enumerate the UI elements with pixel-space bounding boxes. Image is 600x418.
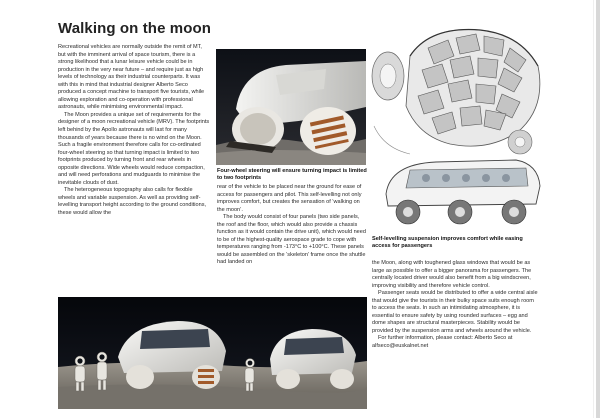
paragraph: rear of the vehicle to be placed near the ground for ease of access for passengers and pilot. This self-levelling not only improves comfort, but creates the sensation of ‘walking on the moon’. — [217, 184, 362, 213]
page-edge-line — [593, 0, 594, 418]
paragraph: For further information, please contact: Alberto Seco at alfseco@euskalnet.net — [372, 335, 513, 350]
wheel-sketch-drawing — [370, 26, 546, 156]
lunar-vehicles-photo — [58, 297, 367, 409]
text-column-2 — [217, 184, 367, 267]
paragraph: The Moon provides a unique set of requirements for the designer of a moon recreational vehicle (MRV). The footprints left behind by the Apollo astronauts will last for many thousands of years because there is no wind on the Moon. Such a fragile environment therefore calls for co-ordinated four-wheel steering so that turning impact is limited to two footprints produced by turning front and rear wheels in opposite directions. Wide wheels would reduce compaction, and will need perforations and mudguards to minimise the inevitable clouds of dust. — [58, 111, 210, 186]
text-column-3 — [372, 260, 540, 351]
lunar-scene-render — [58, 297, 367, 409]
paragraph: The body would consist of four panels (two side panels, the roof and the floor, which would also provide a chassis function as it would contain the drive unit), which would need to be of the highest-quality aerospace grade to cope with temperatures ranging from -173°C to +100°C. These panels would be assembled on the ‘skeleton’ frame once the shuttle had landed on — [217, 214, 366, 266]
paragraph: The heterogeneous topography also calls for flexible wheels and variable suspension. As well as providing self-levelling transport height according to the ground conditions, these would allow the — [58, 187, 207, 217]
paragraph: Passenger seats would be distributed to offer a wide central aisle that would give the tourists in their bulky space suits enough room to access the seats. In such an intimidating atmosphere, it is essential to ensure safety by using rounded surfaces – egg and dome shapes are structural masterpieces. Stability would be provided by the suspension arms and wheels around the vehicle. — [372, 290, 538, 334]
article-title: Walking on the moon — [58, 20, 211, 37]
vehicle-sketch-art — [376, 150, 544, 230]
page-edge — [596, 0, 600, 418]
wheel-closeup-render — [216, 49, 366, 165]
wheel-closeup-photo — [216, 49, 366, 165]
sketch-caption-suspension: Self-levelling suspension improves comfort while easing access for passengers — [372, 236, 523, 250]
paragraph: Recreational vehicles are normally outside the remit of MT, but with the imminent arrival of space tourism, there is a strong likelihood that a lunar leisure vehicle could be in production in the very near future – and require just as high levels of technology as their industrial counterparts. It was with this in mind that industrial designer Alberto Seco produced a concept machine to transport five tourists, while allowing exploration and co-operation with professional astronauts, while minimising environmental impact. — [58, 44, 205, 111]
photo-caption-steering: Four-wheel steering will ensure turning impact is limited to two footprints — [217, 168, 367, 182]
vehicle-sketch-drawing — [376, 150, 544, 230]
paragraph: the Moon, along with toughened glass windows that would be as large as possible to offer a bigger panorama for passengers. The centrally located driver would also benefit from a big windscreen, improving visibility and therefore vehicle control. — [372, 260, 532, 289]
wheel-sketch-art — [370, 26, 546, 156]
text-column-1 — [58, 44, 210, 218]
